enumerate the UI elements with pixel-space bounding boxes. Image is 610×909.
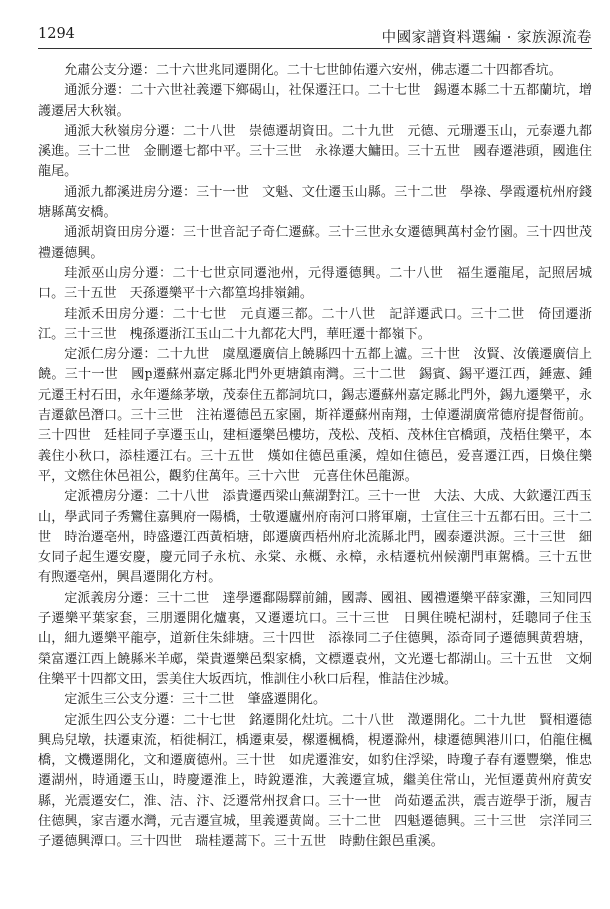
paragraph-yunsu-branch: 允肅公支分遷：二十六世兆同遷開化。二十七世帥佑遷六安州，佛志遷二十四都香坑。 [64, 63, 562, 78]
paragraph-tong-daqiuling: 通派大秋嶺房分遷：二十八世 崇德遷胡資田。二十九世 元德、元珊遷玉山，元泰遷九都溪進。三十二世 金刪遷七都中平。三十三世 永祿遷大鱅田。三十五世 國春遷港頭，國進住龍尾。 [38, 123, 592, 180]
paragraph-tong-branch: 通派分遷：二十六世社義遷下鄉碣山，社保遷汪口。二十七世 錫遷本縣二十五都蘭坑，增護遷居大秋嶺。 [38, 83, 592, 119]
paragraph-gui-hetian: 珪派禾田房分遷：二十七世 元貞遷三都。二十八世 記詳遷武口。三十二世 倚団遷浙江。三十三世 槐孫遷浙江玉山二十九都花大門，華旺遷十都嶺下。 [38, 306, 592, 342]
page-number: 1294 [38, 26, 75, 42]
paragraph-ding-ren: 定派仁房分遷：二十九世 虞凰遷廣信上饒縣四十五都上瀘。三十世 汝賢、汝儀遷廣信上饒。三十一世 國բ遷蘇州嘉定縣北門外更塘鎮南灣。三十二世 錫賓、錫平遷江西，錘憲、鍾元遷王村石田，永年遷絲茅墩，茂泰住五都詞坑口，錫志遷蘇州嘉定縣北門外，錫九遷樂平，永吉遷歙邑潛口。三十三世 注祐遷德邑五家園，斯祥遷蘇州南翔，士倬遷湖廣常德府提督衙前。三十四世 廷桂同子享遷玉山，建桓遷樂邑樓坊，茂松、茂栢、茂林住官橋頭，茂梧住樂平，本義住小秋口，添桂遷江右。三十五世 熯如住德邑重溪，煌如住德邑，爱喜遷江西，日煥住樂平，文燃住休邑祖公，觀豹住萬年。三十六世 元喜住休邑龍源。 [38, 347, 592, 484]
paragraph-ding-shengsan: 定派生三公支分遷：三十二世 肇盛遷開化。 [64, 692, 327, 708]
paragraph-ding-shengsi: 定派生四公支分遷：二十七世 銘遷開化灶坑。二十八世 澂遷開化。二十九世 賢相遷德興烏兒墩，扶遷東流，栢徙桐江，楀遷東晏，樏遷楓橋，梘遷滁州，棣遷德興港川口，伯龍住楓橋，文機遷開化，文和遷廣德州。三十世 如虎遷淮安，如豹住浮梁，時瓊子春有遷豐樂，惟忠遷湖州，時通遷玉山，時慶遷淮上，時銳遷淮，大義遷宣城，繼美住常山，光恒遷黄州府黄安縣，光震遷安仁，淮、洁、汴、泛遷常州扠倉口。三十一世 尚茹遷孟洪，震吉遊學于浙，履吉住德興，家吉遷水灣，元吉遷宣城，里義遷黄崗。三十二世 四魁遷德興。三十三世 宗洋同三子遷德興潭口。三十四世 瑞桂遷蒿下。三十五世 時勳住銀邑重溪。 [38, 712, 592, 850]
paragraph-tong-huzitian: 通派胡資田房分遷：三十世音記子奇仁遷蘇。三十三世永女遷德興萬村金竹園。三十四世茂禮遷德興。 [38, 225, 592, 261]
paragraph-tong-jiudu-xijin: 通派九都溪进房分遷：三十一世 文魁、文仕遷玉山縣。三十二世 學祿、學霞遷杭州府錢塘縣萬安橋。 [38, 184, 592, 221]
body-text [38, 61, 606, 853]
paragraph-gui-wushan: 珪派巫山房分遷：二十七世京同遷池州，元得遷德興。二十八世 福生遷龍尾，記照居城口。三十五世 天孫遷樂平十六都篁坞排嶺鋪。 [38, 265, 592, 302]
paragraph-ding-yi: 定派義房分遷：三十二世 達學遷鄱陽驛前鋪，國壽、國祖、國禮遷樂平薛家灘，三知同四子遷樂平葉家套，三朋遷開化爐裏，又遷遷坑口。三十三世 日興住曉杞湖村，廷聰同子住玉山，細九遷樂平龍亭，道新住朱緋塘。三十四世 添祿同二子住德興，添奇同子遷德興黄碧塘，榮富遷江西上饒縣米羊郕，榮貴遷樂邑梨家橋，文標遷袁州，文光遷七都湖山。三十五世 文炯住樂平十四都文田，雲美住大坂西坑，惟訓住小秋口后程，惟詰住沙城。 [38, 590, 592, 687]
page-header [38, 22, 592, 49]
paragraph-ding-li: 定派禮房分遷：二十八世 添貴遷西梁山蕪湖對江。三十一世 大法、大成、大欽遷江西玉山，學武同子秀鸞住嘉興府一陽橋，士敬遷廬州府南河口將軍廟，士宣住三十五都石田。三十二世 時治遷亳州，時盛遷江西黃栢塘，郎遷廣西梧州府北流縣北門，國泰遷洪源。三十三世 細女同子起生遷安慶，慶元同子永杭、永棠、永概、永樟，永桔遷杭州候潮門車駕橋。三十五世 有煦遷亳州，興昌遷開化方村。 [38, 489, 606, 586]
running-title: 中國家譜資料選編 · 家族源流卷 [381, 30, 592, 46]
